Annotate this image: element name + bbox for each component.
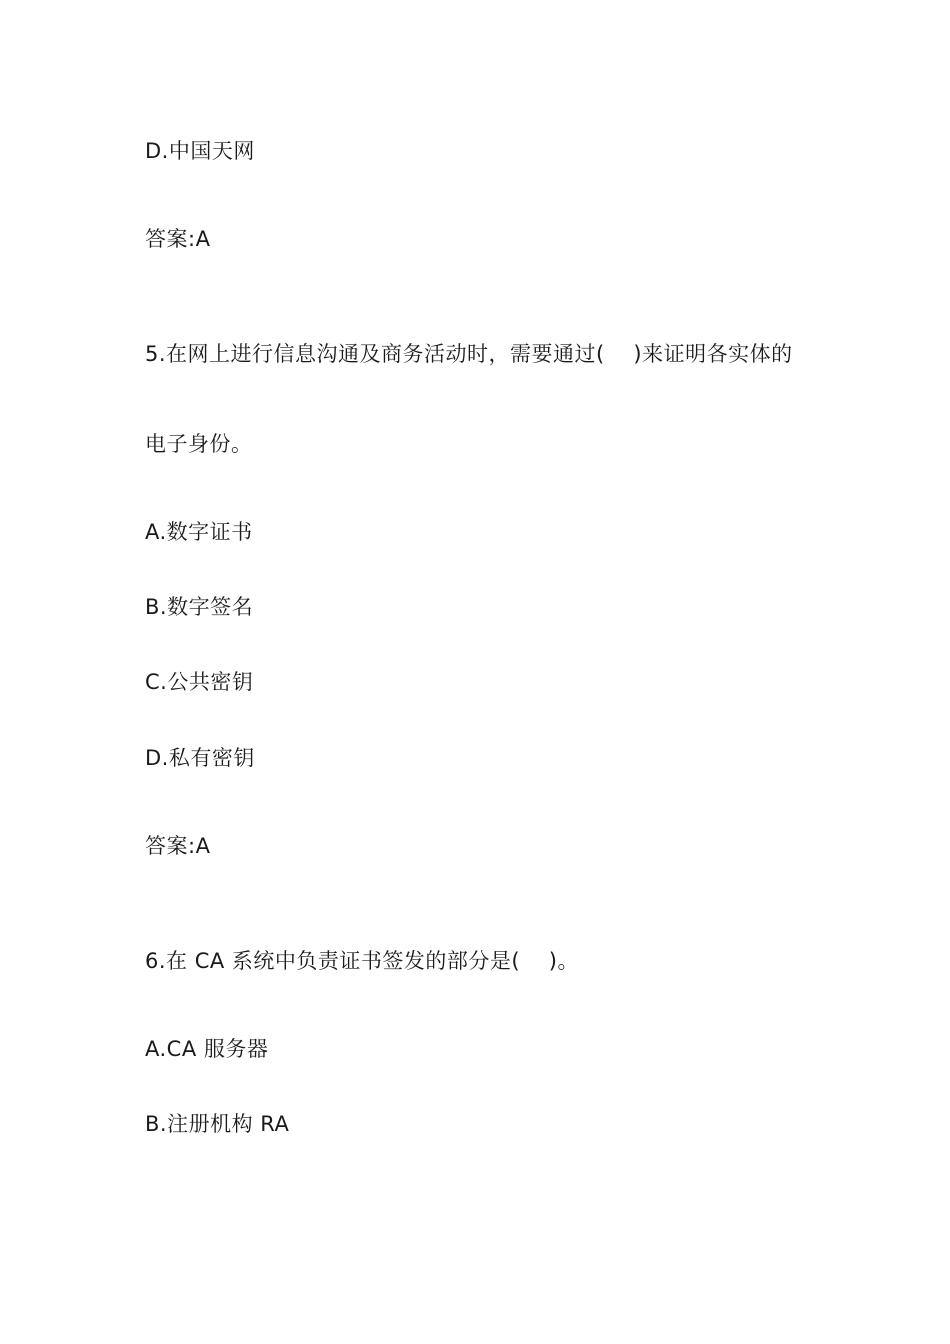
q5-option-d: D.私有密钥 xyxy=(145,746,255,770)
q5-question-line1: 5.在网上进行信息沟通及商务活动时，需要通过( )来证明各实体的 xyxy=(145,342,793,366)
q4-answer: 答案:A xyxy=(145,227,211,251)
q5-option-a: A.数字证书 xyxy=(145,520,253,544)
q5-option-b: B.数字签名 xyxy=(145,595,254,619)
q6-option-b: B.注册机构 RA xyxy=(145,1112,290,1136)
q6-question: 6.在 CA 系统中负责证书签发的部分是( )。 xyxy=(145,949,580,973)
q5-answer: 答案:A xyxy=(145,834,211,858)
q5-question-line2: 电子身份。 xyxy=(145,432,253,456)
q4-option-d: D.中国天网 xyxy=(145,139,255,163)
q5-option-c: C.公共密钥 xyxy=(145,670,254,694)
q6-option-a: A.CA 服务器 xyxy=(145,1037,269,1061)
